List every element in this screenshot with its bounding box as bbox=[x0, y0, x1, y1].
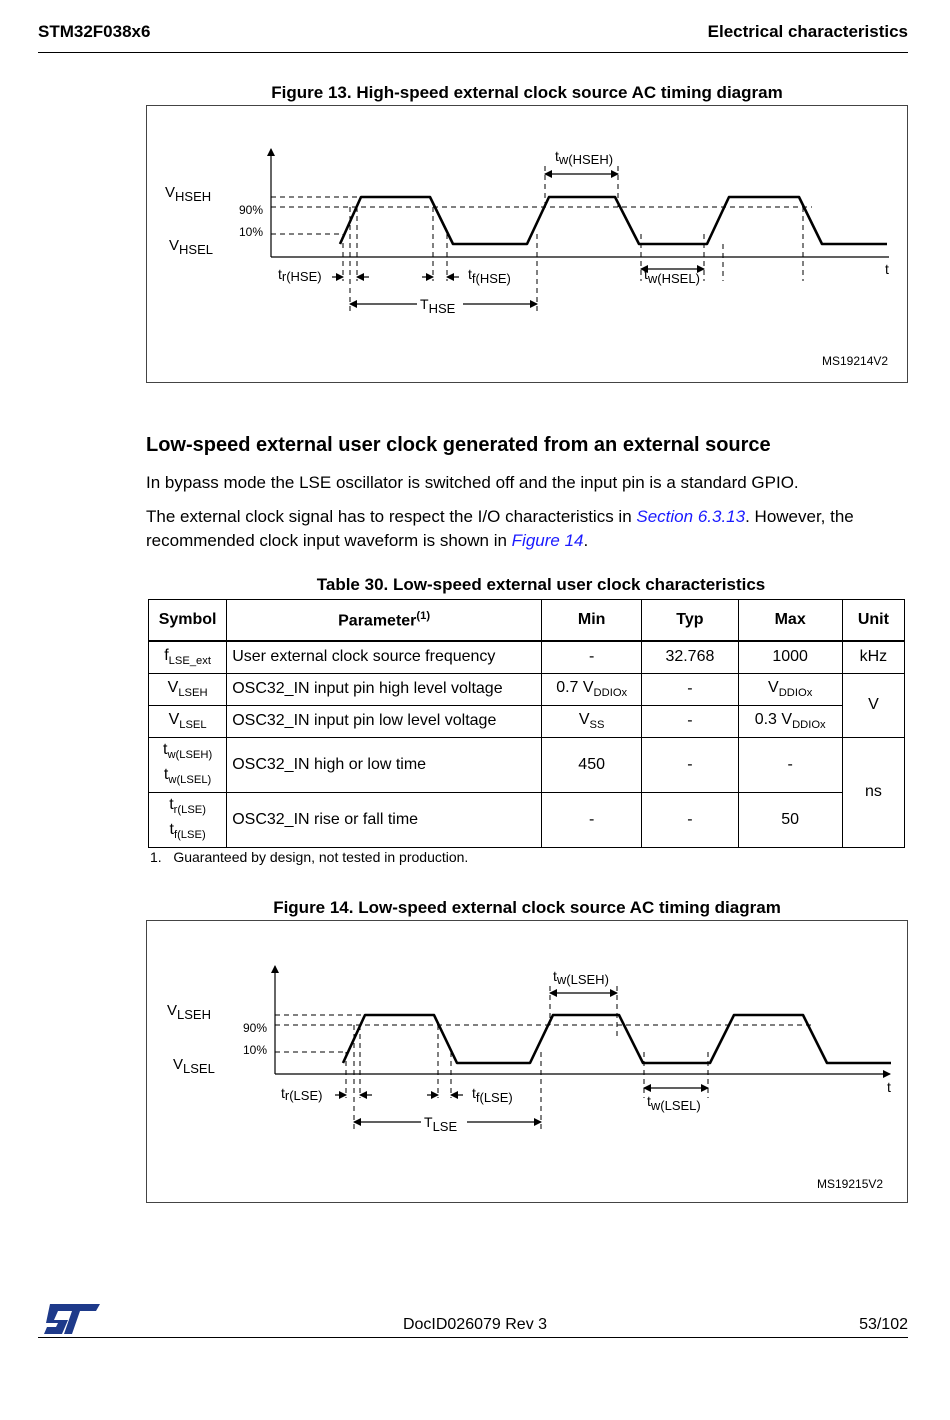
hse-waveform bbox=[340, 197, 887, 244]
table-row: $t_{w(LSEH)}$ $t_{w(LSEL)}$ OSC32_IN high or low time 450 - - ns bbox=[149, 737, 905, 792]
figure13-diagram bbox=[146, 105, 908, 383]
twl-label: tw(HSEL) bbox=[644, 266, 700, 286]
section-title: Low-speed external user clock generated from an external source bbox=[146, 434, 771, 456]
pct90-label: 90% bbox=[239, 203, 264, 217]
table30 bbox=[148, 599, 905, 848]
tf-label: tf(HSE) bbox=[468, 266, 511, 286]
figure14-diagram bbox=[146, 920, 908, 1203]
table-row: $V_{LSEH}$ OSC32_IN input pin high level voltage 0.7 $V_{DDIOx}$ - $V_{DDIOx}$ V bbox=[149, 673, 905, 705]
table30-title: Table 30. Low-speed external user clock characteristics bbox=[316, 575, 766, 594]
figure13-title: Figure 13. High-speed external clock source AC timing diagram bbox=[271, 83, 783, 102]
paragraph-2: The external clock signal has to respect the I/O characteristics in Section 6.3.13. However, the recommended clock input waveform is shown in Figure 14. bbox=[146, 507, 854, 550]
section-link[interactable]: Section 6.3.13 bbox=[636, 507, 746, 526]
col-parameter: Parameter$^{(1)}$ bbox=[227, 600, 542, 642]
section-header: Electrical characteristics bbox=[707, 22, 908, 41]
footer-rule bbox=[38, 1337, 908, 1338]
vhsel-label: VHSEL bbox=[169, 237, 213, 257]
table-row: $t_{r(LSE)}$ $t_{f(LSE)}$ OSC32_IN rise or fall time - - 50 bbox=[149, 792, 905, 847]
figure-code: MS19214V2 bbox=[822, 354, 889, 368]
twh-label: tw(LSEH) bbox=[553, 968, 609, 987]
table-header-row bbox=[149, 600, 905, 642]
col-unit: Unit bbox=[842, 600, 904, 642]
t-axis-label: t bbox=[887, 1079, 891, 1095]
tr-label: tr(LSE) bbox=[281, 1085, 323, 1103]
pct10-label: 10% bbox=[243, 1043, 268, 1057]
header-rule bbox=[38, 52, 908, 53]
twh-label: tw(HSEH) bbox=[555, 148, 614, 167]
doc-title: STM32F038x6 bbox=[38, 22, 151, 41]
vhseh-label: VHSEH bbox=[165, 184, 212, 204]
figure14-title: Figure 14. Low-speed external clock source AC timing diagram bbox=[273, 898, 781, 917]
table-row: $V_{LSEL}$ OSC32_IN input pin low level voltage $V_{SS}$ - 0.3 $V_{DDIOx}$ bbox=[149, 705, 905, 737]
period-label: THSE bbox=[420, 296, 456, 316]
period-label: TLSE bbox=[424, 1114, 458, 1134]
t-axis-label: t bbox=[885, 261, 889, 277]
table-row: $f_{LSE\_ext}$ User external clock source frequency - 32.768 1000 kHz bbox=[149, 641, 905, 673]
twl-label: tw(LSEL) bbox=[647, 1093, 701, 1113]
pct10-label: 10% bbox=[239, 225, 264, 239]
paragraph-1: In bypass mode the LSE oscillator is switched off and the input pin is a standard GPIO. bbox=[146, 473, 799, 492]
tf-label: tf(LSE) bbox=[472, 1085, 513, 1105]
pct90-label: 90% bbox=[243, 1021, 268, 1035]
figure-code: MS19215V2 bbox=[817, 1177, 884, 1191]
col-min: Min bbox=[542, 600, 642, 642]
table-footnote: 1. Guaranteed by design, not tested in production. bbox=[150, 849, 469, 865]
col-max: Max bbox=[738, 600, 842, 642]
doc-id: DocID026079 Rev 3 bbox=[402, 1316, 548, 1333]
page-number: 53/102 bbox=[859, 1316, 908, 1333]
figure-link[interactable]: Figure 14 bbox=[511, 531, 584, 550]
tr-label: tr(HSE) bbox=[278, 266, 322, 284]
vlseh-label: VLSEH bbox=[167, 1002, 211, 1022]
col-symbol: Symbol bbox=[149, 600, 227, 642]
col-typ: Typ bbox=[642, 600, 738, 642]
vlsel-label: VLSEL bbox=[173, 1056, 215, 1076]
